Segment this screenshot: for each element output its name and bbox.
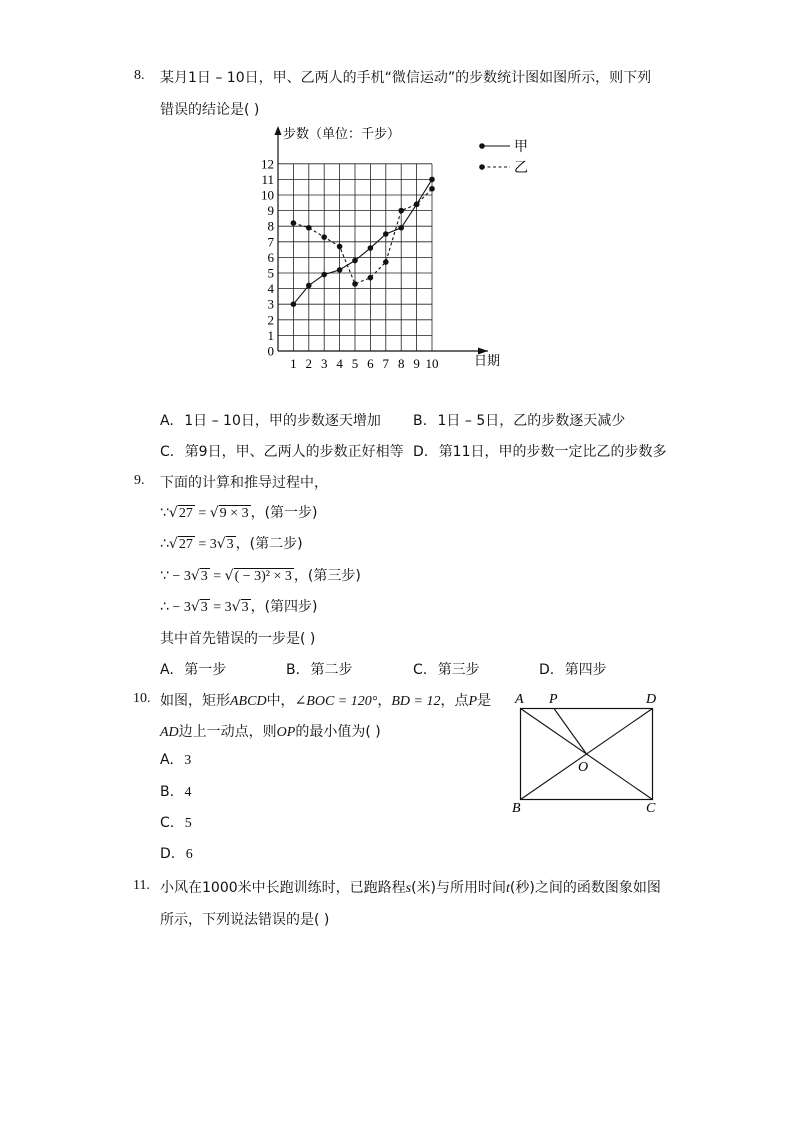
- equals: = 3: [209, 600, 232, 615]
- data-point: [352, 258, 358, 264]
- option-a[interactable]: [160, 752, 191, 769]
- y-tick-label: 12: [261, 156, 274, 172]
- x-tick-label: 5: [351, 356, 359, 371]
- diagonal-condition: BD = 12: [391, 694, 441, 709]
- because-symbol: ∵: [160, 505, 169, 521]
- data-point: [414, 202, 420, 208]
- y-tick-label: 2: [267, 312, 274, 328]
- option-c[interactable]: [160, 815, 192, 832]
- point-name: P: [468, 694, 478, 709]
- data-point: [337, 244, 343, 250]
- derivation-step-1: ∵√27 = √9 × 3 ，(第一步): [160, 505, 318, 521]
- y-axis-arrow: [275, 126, 282, 135]
- option-text: 3: [184, 753, 192, 768]
- radicand: 27: [178, 537, 193, 552]
- label-c: C: [646, 801, 656, 816]
- stem-text: 中，: [266, 693, 295, 709]
- equals: = 3: [194, 537, 217, 552]
- stem-text: (米)与所用时间: [411, 880, 507, 896]
- chart-axes: [275, 126, 489, 355]
- question-stem: 下面的计算和推导过程中，: [160, 475, 328, 491]
- radicand: 3: [200, 569, 208, 584]
- question-stem-line-1: 某月1日 – 10日，甲、乙两人的手机“微信运动”的步数统计图如图所示，则下列: [160, 70, 652, 86]
- y-tick-label: 10: [261, 187, 274, 203]
- legend-label: 乙: [514, 160, 528, 176]
- label-b: B: [512, 801, 521, 816]
- option-label: A.: [160, 752, 174, 768]
- stem-text: 的最小值为( ): [295, 724, 381, 740]
- equals: =: [194, 506, 210, 521]
- data-point: [383, 259, 389, 265]
- data-point: [352, 281, 358, 287]
- option-label: C.: [160, 444, 175, 460]
- data-point: [383, 231, 389, 237]
- label-p: P: [549, 692, 558, 707]
- chart-grid: [278, 164, 432, 351]
- x-tick-label: 8: [397, 356, 405, 371]
- therefore-symbol: ∴: [160, 536, 169, 552]
- segment-name: OP: [276, 725, 296, 740]
- option-b[interactable]: [160, 784, 192, 801]
- stem-text: (秒)之间的函数图象如图: [509, 880, 661, 896]
- question-stem-line-2: [160, 721, 381, 741]
- option-label: C.: [160, 815, 175, 831]
- option-d[interactable]: [160, 846, 193, 863]
- radicand: ( − 3)² × 3: [234, 569, 292, 584]
- option-d[interactable]: [539, 659, 607, 679]
- option-a[interactable]: [160, 659, 226, 679]
- legend-label: 甲: [514, 139, 528, 155]
- coefficient: − 3: [168, 569, 191, 584]
- data-point: [291, 301, 297, 307]
- y-tick-label: 1: [267, 327, 274, 343]
- radicand: 9 × 3: [219, 506, 249, 521]
- because-symbol: ∵: [160, 568, 169, 584]
- option-label: B.: [413, 413, 428, 429]
- option-c[interactable]: [413, 659, 480, 679]
- derivation-step-2: ∴√27 = 3√3 ，(第二步): [160, 536, 303, 552]
- stem-text: 小风在1000米中长跑训练时，已跑路程: [160, 880, 406, 896]
- question-number: 9.: [134, 473, 145, 488]
- x-axis-label: 日期: [474, 354, 501, 369]
- option-b[interactable]: [286, 659, 353, 679]
- label-d: D: [646, 692, 657, 707]
- question-number: 11.: [133, 878, 150, 893]
- label-a: A: [515, 692, 524, 707]
- stem-text: ，: [377, 693, 392, 709]
- y-tick-label: 0: [267, 343, 274, 359]
- stem-text: ，点: [440, 693, 469, 709]
- option-text: 6: [185, 847, 193, 862]
- variable-s: s: [405, 881, 412, 896]
- option-label: C.: [413, 662, 428, 678]
- steps-line-chart: [250, 118, 550, 378]
- option-label: D.: [539, 662, 555, 678]
- option-text: 第9日，甲、乙两人的步数正好相等: [184, 444, 404, 460]
- x-tick-label: 3: [320, 356, 328, 371]
- derivation-step-3: ∵ − 3√3 = √( − 3)² × 3 ，(第三步): [160, 568, 361, 584]
- option-label: B.: [286, 662, 301, 678]
- option-c[interactable]: [160, 441, 404, 461]
- coefficient: − 3: [168, 600, 191, 615]
- option-text: 1日 – 5日，乙的步数逐天减少: [437, 413, 626, 429]
- x-tick-labels: [290, 356, 438, 371]
- data-point: [321, 234, 327, 240]
- chart-legend: [479, 139, 528, 176]
- data-point: [368, 245, 374, 251]
- option-label: D.: [413, 444, 429, 460]
- legend-marker: [479, 143, 485, 149]
- data-point: [306, 225, 312, 231]
- option-label: D.: [160, 846, 176, 862]
- question-number: 8.: [134, 68, 145, 83]
- y-tick-label: 4: [267, 281, 274, 297]
- radicand: 27: [178, 506, 193, 521]
- option-text: 5: [184, 816, 192, 831]
- x-tick-label: 10: [425, 356, 439, 371]
- option-label: A.: [160, 413, 174, 429]
- step-note: ，(第二步): [235, 536, 303, 552]
- radicand: 3: [226, 537, 234, 552]
- label-o: O: [578, 760, 589, 775]
- x-tick-label: 2: [305, 356, 313, 371]
- rectangle-name: ABCD: [230, 694, 267, 709]
- step-note: ，(第三步): [293, 568, 361, 584]
- data-point: [321, 272, 327, 278]
- option-d[interactable]: [413, 441, 667, 461]
- option-text: 第三步: [437, 662, 480, 678]
- radicand: 3: [241, 600, 249, 615]
- data-point: [291, 220, 297, 226]
- rectangle-figure: [505, 688, 670, 818]
- data-point: [429, 186, 435, 192]
- x-tick-label: 4: [336, 356, 343, 371]
- data-point: [398, 208, 404, 214]
- y-tick-label: 3: [267, 296, 274, 312]
- stem-text: 边上一动点，则: [178, 724, 277, 740]
- option-text: 第11日，甲的步数一定比乙的步数多: [438, 444, 667, 460]
- angle-condition: ∠BOC = 120°: [294, 694, 378, 709]
- legend-marker: [479, 164, 485, 170]
- variable-t: t: [506, 881, 510, 896]
- data-point: [368, 275, 374, 281]
- data-point: [306, 283, 312, 289]
- segment-name: AD: [160, 725, 179, 740]
- question-stem-line-2: 错误的结论是( ): [160, 102, 260, 118]
- question-number: 10.: [133, 691, 151, 706]
- series-line-yi: [293, 189, 432, 284]
- y-tick-label: 9: [267, 203, 274, 219]
- x-tick-label: 9: [413, 356, 420, 371]
- radicand: 3: [200, 600, 208, 615]
- y-tick-label: 5: [267, 265, 274, 281]
- data-point: [429, 177, 435, 183]
- option-text: 4: [184, 785, 192, 800]
- y-tick-label: 7: [267, 234, 274, 250]
- option-label: A.: [160, 662, 174, 678]
- data-point: [337, 267, 343, 273]
- question-stem-line-2: 所示，下列说法错误的是( ): [160, 912, 330, 928]
- y-tick-label: 6: [267, 249, 274, 265]
- y-axis-label: 步数（单位：千步）: [283, 127, 401, 142]
- step-note: ，(第一步): [250, 505, 318, 521]
- question-prompt: 其中首先错误的一步是( ): [160, 631, 316, 647]
- option-text: 第四步: [564, 662, 607, 678]
- stem-text: 是: [477, 693, 492, 709]
- option-text: 第二步: [310, 662, 353, 678]
- x-tick-label: 1: [290, 356, 297, 371]
- question-stem-line-1: [160, 690, 491, 710]
- option-label: B.: [160, 784, 175, 800]
- option-a[interactable]: [160, 410, 381, 430]
- stem-text: 如图，矩形: [160, 693, 230, 709]
- step-note: ，(第四步): [250, 599, 318, 615]
- equals: =: [209, 569, 225, 584]
- option-text: 第一步: [184, 662, 227, 678]
- data-point: [398, 225, 404, 231]
- therefore-symbol: ∴: [160, 599, 169, 615]
- question-stem-line-1: [160, 877, 661, 897]
- segment-op: [554, 709, 587, 755]
- x-tick-label: 7: [382, 356, 390, 371]
- option-text: 1日 – 10日，甲的步数逐天增加: [184, 413, 381, 429]
- derivation-step-4: ∴ − 3√3 = 3√3 ，(第四步): [160, 599, 318, 615]
- x-tick-label: 6: [367, 356, 374, 371]
- y-tick-label: 11: [261, 171, 274, 187]
- y-tick-label: 8: [267, 218, 274, 234]
- option-b[interactable]: [413, 410, 625, 430]
- y-tick-labels: [261, 156, 275, 358]
